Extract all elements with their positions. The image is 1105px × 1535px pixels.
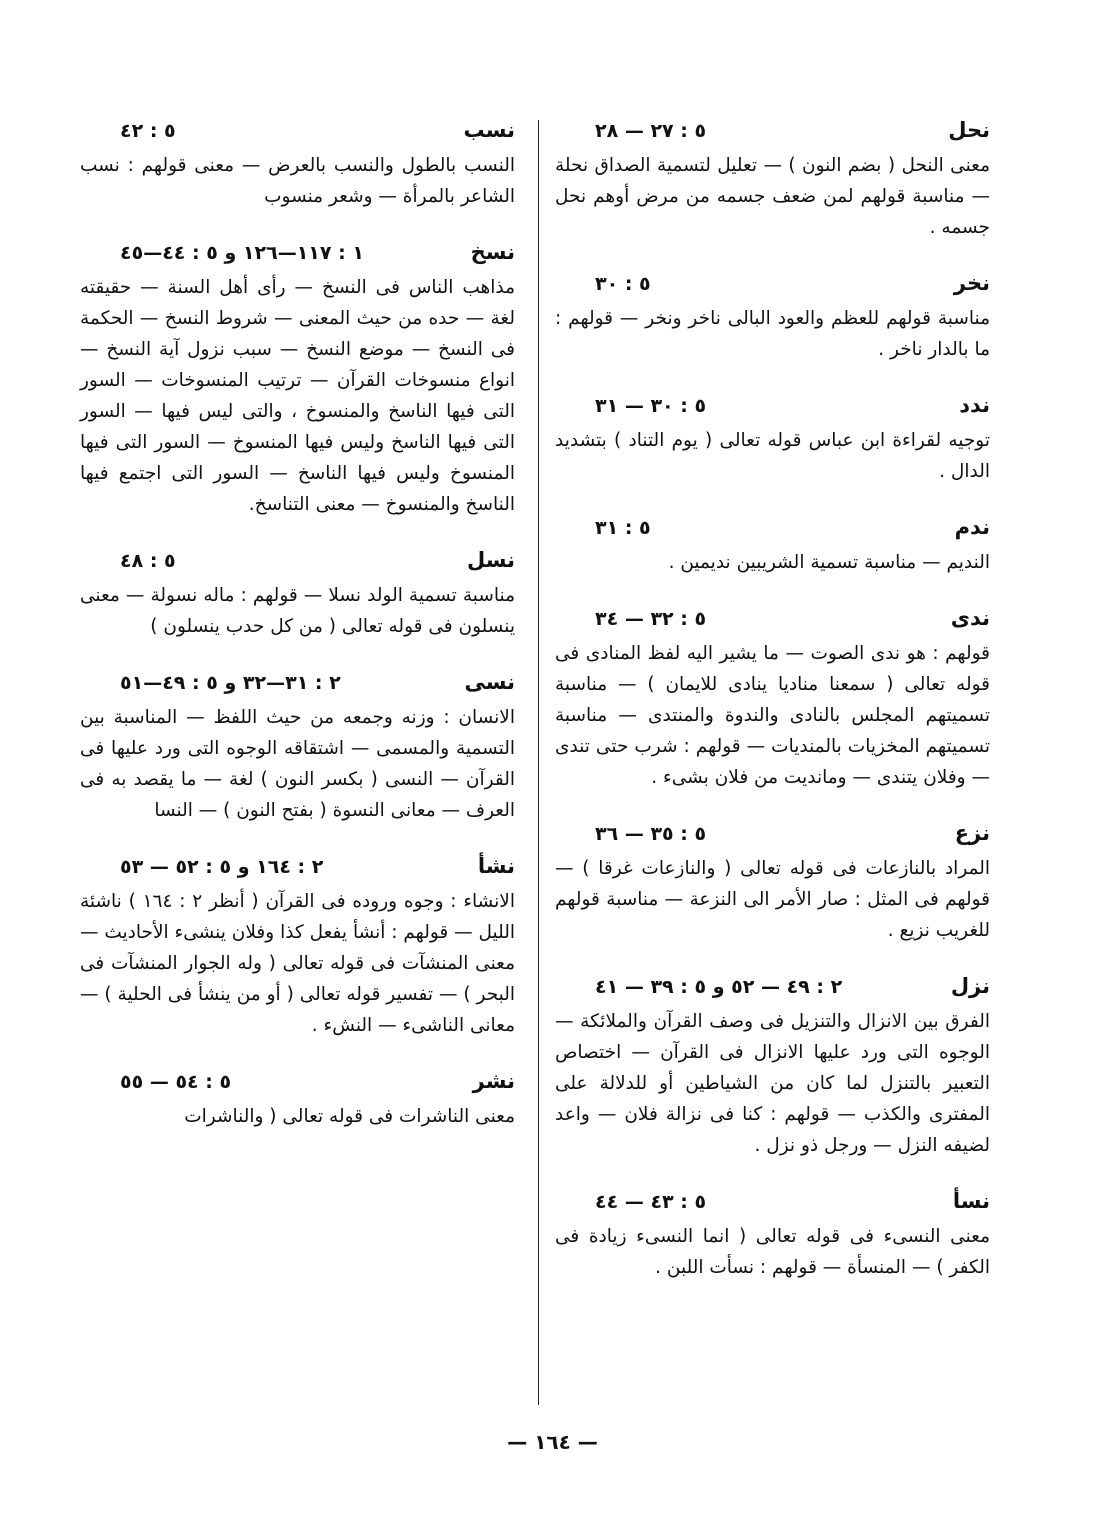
headword: نسى [464,670,515,694]
entry [80,240,515,520]
volume-page-reference: ٥ : ٣٠ [595,273,651,295]
volume-page-reference: ٢ : ٣١—٣٢ و ٥ : ٤٩—٥١ [120,672,341,694]
entry-text: معنى النحل ( بضم النون ) — تعليل لتسمية الصداق نحلة — مناسبة قولهم لمن ضعف جسمه من مرض أوهم نحل جسمه . [555,155,990,238]
column-divider [538,120,539,1405]
entry-header [555,515,990,547]
entry-text: مذاهب الناس فى النسخ — رأى أهل السنة — حقيقته لغة — حده من حيث المعنى — شروط النسخ — الحكمة فى النسخ — موضع النسخ — سبب نزول آية النسخ — انواع منسوخات القرآن — ترتيب المنسوخات — السور التى فيها الناسخ والمنسوخ ، والتى ليس فيها — السور التى فيها الناسخ وليس فيها المنسوخ — السور التى فيها المنسوخ وليس فيها الناسخ — السور التى اجتمع فيها الناسخ والمنسوخ — معنى التناسخ. [80,277,515,515]
entry-header [80,548,515,580]
right-column [555,118,990,1311]
volume-page-reference: ٥ : ٤٨ [120,550,176,572]
headword: نزع [954,821,990,845]
headword: ندى [950,606,990,630]
volume-page-reference: ٥ : ٤٢ [120,120,176,142]
entry-text: مناسبة قولهم للعظم والعود البالى ناخر ونخر — قولهم : ما بالدار ناخر . [555,308,990,360]
volume-page-reference: ٥ : ٣٠ — ٣١ [595,395,707,417]
entry-header [555,606,990,638]
entry-header [80,240,515,272]
entry-header [555,271,990,303]
headword: ندد [959,393,990,417]
entry-header [555,1189,990,1221]
entry-header [555,974,990,1006]
entry-header [80,670,515,702]
entry [555,974,990,1161]
entry-header [80,118,515,150]
page-number: — ١٦٤ — [507,1430,598,1454]
headword: نسأ [952,1189,990,1213]
entry [555,515,990,578]
entry-text: الفرق بين الانزال والتنزيل فى وصف القرآن والملائكة — الوجوه التى ورد عليها الانزال فى القرآن — اختصاص التعبير بالتنزل لما كان من الشياطين أو للدلالة على المفترى والكذب — قولهم : كنا فى نزالة فلان — واعد لضيفه النزل — ورجل ذو نزل . [555,1011,990,1156]
entry [80,118,515,212]
entry-header [555,118,990,150]
headword: نخر [953,271,990,295]
entry [80,548,515,642]
volume-page-reference: ٢ : ١٦٤ و ٥ : ٥٢ — ٥٣ [120,856,324,878]
volume-page-reference: ٥ : ٢٧ — ٢٨ [595,120,707,142]
entry-text: قولهم : هو ندى الصوت — ما يشير اليه لفظ المنادى فى قوله تعالى ( سمعنا مناديا ينادى للايمان ) — مناسبة تسميتهم المجلس بالنادى والندوة والمنتدى — مناسبة تسميتهم المخزيات بالمنديات — قولهم : شرب حتى تندى — وفلان يتندى — ومانديت من فلان بشىء . [555,643,990,788]
entry-text: النسب بالطول والنسب بالعرض — معنى قولهم : نسب الشاعر بالمرأة — وشعر منسوب [80,155,515,207]
headword: نسب [463,118,515,142]
entry-header [555,821,990,853]
entry-header [80,1069,515,1101]
volume-page-reference: ٥ : ٤٣ — ٤٤ [595,1191,707,1213]
volume-page-reference: ١ : ١١٧—١٢٦ و ٥ : ٤٤—٤٥ [120,242,364,264]
entry-text: النديم — مناسبة تسمية الشريبين نديمين . [668,552,990,573]
entry [555,606,990,793]
entry [555,821,990,946]
entry [555,118,990,243]
headword: نسخ [470,240,515,264]
entry [80,670,515,826]
left-column [80,118,515,1160]
entry-header [80,854,515,886]
entry [555,1189,990,1283]
entry [555,271,990,365]
entry-text: معنى الناشرات فى قوله تعالى ( والناشرات [184,1106,515,1127]
entry-text: معنى النسىء فى قوله تعالى ( انما النسىء زيادة فى الكفر ) — المنسأة — قولهم : نسأت اللبن . [555,1226,990,1278]
entry [80,854,515,1041]
headword: نشأ [477,854,515,878]
entry-text: الانسان : وزنه وجمعه من حيث اللفظ — المناسبة بين التسمية والمسمى — اشتقاقه الوجوه التى ورد عليها فى القرآن — النسى ( بكسر النون ) لغة — ما يقصد به فى العرف — معانى النسوة ( بفتح النون ) — النسا [80,707,515,821]
headword: نشر [472,1069,515,1093]
volume-page-reference: ٥ : ٣٥ — ٣٦ [595,823,707,845]
headword: نسل [467,548,515,572]
volume-page-reference: ٥ : ٣٢ — ٣٤ [595,608,707,630]
entry-text: توجيه لقراءة ابن عباس قوله تعالى ( يوم التناد ) بتشديد الدال . [555,430,990,482]
headword: ندم [954,515,990,539]
headword: نحل [948,118,990,142]
volume-page-reference: ٥ : ٥٤ — ٥٥ [120,1071,232,1093]
entry-text: المراد بالنازعات فى قوله تعالى ( والنازعات غرقا ) — قولهم فى المثل : صار الأمر الى النزعة — مناسبة قولهم للغريب نزيع . [555,858,990,941]
volume-page-reference: ٥ : ٣١ [595,517,651,539]
volume-page-reference: ٢ : ٤٩ — ٥٢ و ٥ : ٣٩ — ٤١ [595,976,843,998]
headword: نزل [950,974,990,998]
entry-text: مناسبة تسمية الولد نسلا — قولهم : ماله نسولة — معنى ينسلون فى قوله تعالى ( من كل حدب ينسلون ) [80,585,515,637]
entry [555,393,990,487]
entry [80,1069,515,1132]
entry-text: الانشاء : وجوه وروده فى القرآن ( أنظر ٢ : ١٦٤ ) ناشئة الليل — قولهم : أنشأ يفعل كذا وفلان ينشىء الأحاديث — معنى المنشآت فى قوله تعالى ( وله الجوار المنشآت فى البحر ) — تفسير قوله تعالى ( أو من ينشأ فى الحلية ) — معانى الناشىء — النشء . [79,891,515,1036]
entry-header [555,393,990,425]
